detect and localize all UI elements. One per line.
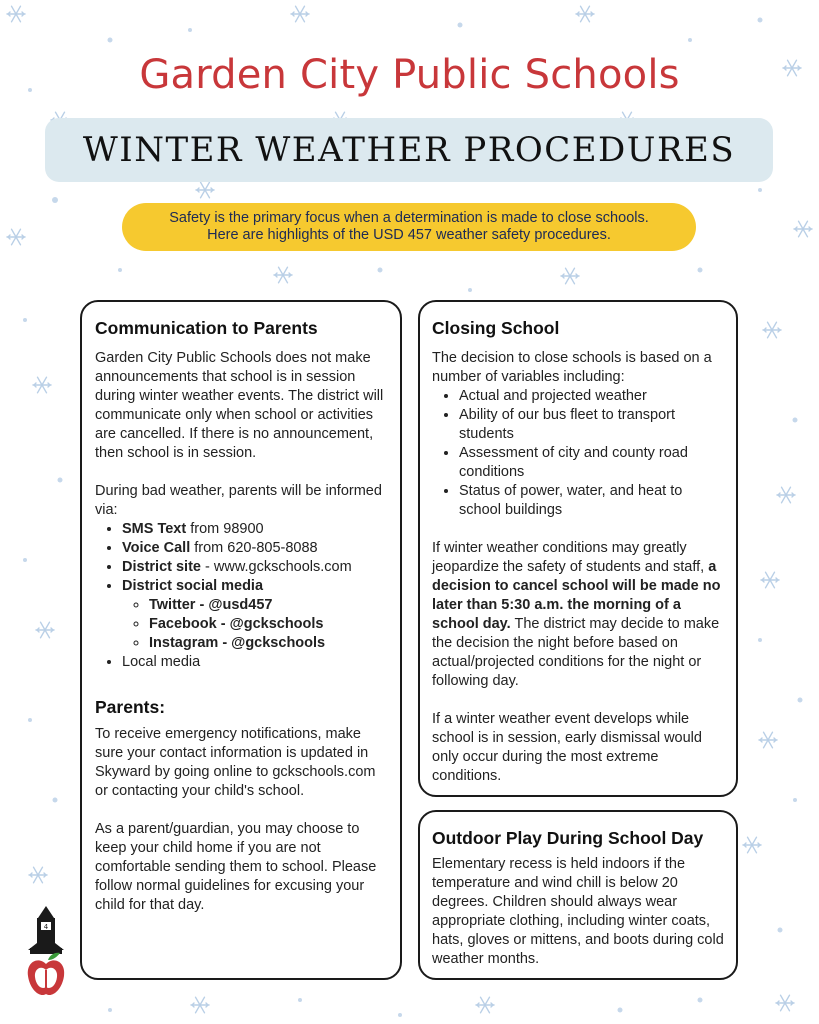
list-item: • Voice Call from 620-805-8088 [122,539,388,558]
outdoor-play-card [418,810,738,980]
list-item: • Assessment of city and county road conditions [459,444,724,482]
closing-variables-list [432,387,724,520]
social-twitter: ◦ Twitter - @usd457 [149,596,388,615]
list-item: • Actual and projected weather [459,387,724,406]
svg-text:4: 4 [43,923,49,931]
closing-intro: The decision to close schools is based on a number of variables including: [432,350,712,385]
parents-paragraph-2: As a parent/guardian, you may choose to keep your child home if you are not comfortable sending them to school. Please follow normal guidelines for excusing your child for that day. [95,821,377,913]
closing-school-heading: Closing School [432,318,560,338]
list-item: • Status of power, water, and heat to school buildings [459,482,724,520]
outdoor-play-text: Elementary recess is held indoors if the temperature and wind chill is below 20 degrees. Children should always wear appropriate clothing, including winter coats, hats, gloves or mittens, and boots during cold weather months. [432,856,724,967]
closing-paragraph-3: If a winter weather event develops while school is in session, early dismissal would only occur during the most extreme conditions. [432,711,702,784]
list-item: • SMS Text from 98900 [122,520,388,539]
communication-card [80,300,402,980]
school-apple-logo [24,904,76,1002]
school-district-title: Garden City Public Schools [139,52,680,98]
list-item: • District social media ◦ Twitter - @usd457 ◦ Facebook - @gckschools ◦ Instagram - @gckschools [122,577,388,653]
list-item: • Ability of our bus fleet to transport students [459,406,724,444]
list-item: • Local media [122,653,388,672]
closing-school-card [418,300,738,797]
intro-line-2: Here are highlights of the USD 457 weather safety procedures. [207,227,611,243]
parents-heading: Parents: [95,697,166,717]
social-instagram: ◦ Instagram - @gckschools [149,634,388,653]
page-title-banner [45,118,773,182]
social-media-list [122,596,388,653]
page-title: WINTER WEATHER PROCEDURES [82,130,736,170]
intro-callout [122,203,696,251]
list-item: • District site - www.gckschools.com [122,558,388,577]
communication-paragraph-2: During bad weather, parents will be informed via: [95,483,382,518]
parents-paragraph-1: To receive emergency notifications, make sure your contact information is updated in Skyward by going online to gckschools.com or contacting your child's school. [95,726,376,799]
intro-line-1: Safety is the primary focus when a determination is made to close schools. [169,210,649,226]
communication-heading: Communication to Parents [95,318,318,338]
closing-paragraph-2: If winter weather conditions may greatly jeopardize the safety of students and staff, a decision to cancel school will be made no later than 5:30 a.m. the morning of a school day. The district may decide to make the decision the night before based on actual/projected conditions for the night or following day. [432,540,721,689]
outdoor-play-heading: Outdoor Play During School Day [432,828,704,848]
social-facebook: ◦ Facebook - @gckschools [149,615,388,634]
notification-methods-list [95,520,388,672]
communication-paragraph-1: Garden City Public Schools does not make announcements that school is in session during winter weather events. The district will communicate only when school or activities are cancelled. If there is no announcement, then school is in session. [95,350,384,461]
